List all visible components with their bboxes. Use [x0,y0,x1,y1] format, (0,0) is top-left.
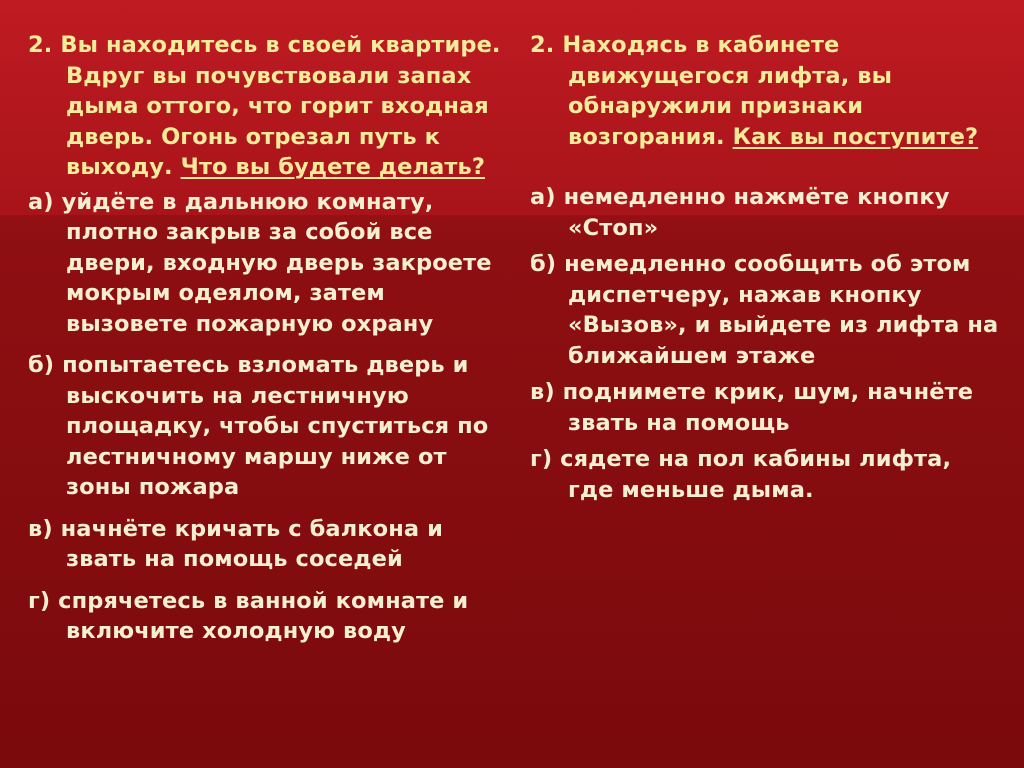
left-question-text: 2. Вы находитесь в своей квартире. Вдруг вы почувствовали запах дыма оттого, что горит входная дверь. Огонь отрезал путь к выходу. [28,32,501,180]
left-option-c: в) начнёте кричать с балкона и звать на помощь соседей [28,515,443,572]
right-option-c: в) поднимете крик, шум, начнёте звать на помощь [530,379,974,436]
left-option-d: г) спрячетесь в ванной комнате и включите холодную воду [28,587,469,644]
right-option-d: г) сядете на пол кабины лифта, где меньше дыма. [530,446,952,503]
right-option-a: а) немедленно нажмёте кнопку «Стоп» [530,184,950,241]
left-question [28,30,508,183]
right-question-text: 2. Находясь в кабинете движущегося лифта, вы обнаружили признаки возгорания. [530,32,893,150]
left-option-b: б) попытаетесь взломать дверь и выскочить на лестничную площадку, чтобы спуститься по лестничному маршу ниже от зоны пожара [28,352,489,500]
right-option-b: б) немедленно сообщить об этом диспетчеру, нажав кнопку «Вызов», и выйдете из лифта на ближайшем этаже [530,251,999,369]
right-question-column [530,30,1000,511]
left-question-column [28,30,508,658]
left-option-a: а) уйдёте в дальнюю комнату, плотно закрыв за собой все двери, входную дверь закроете мокрым одеялом, затем вызовете пожарную охрану [28,188,492,337]
right-question-prompt: Как вы поступите? [732,123,979,150]
right-question [530,30,1000,152]
left-question-prompt: Что вы будете делать? [180,154,485,180]
